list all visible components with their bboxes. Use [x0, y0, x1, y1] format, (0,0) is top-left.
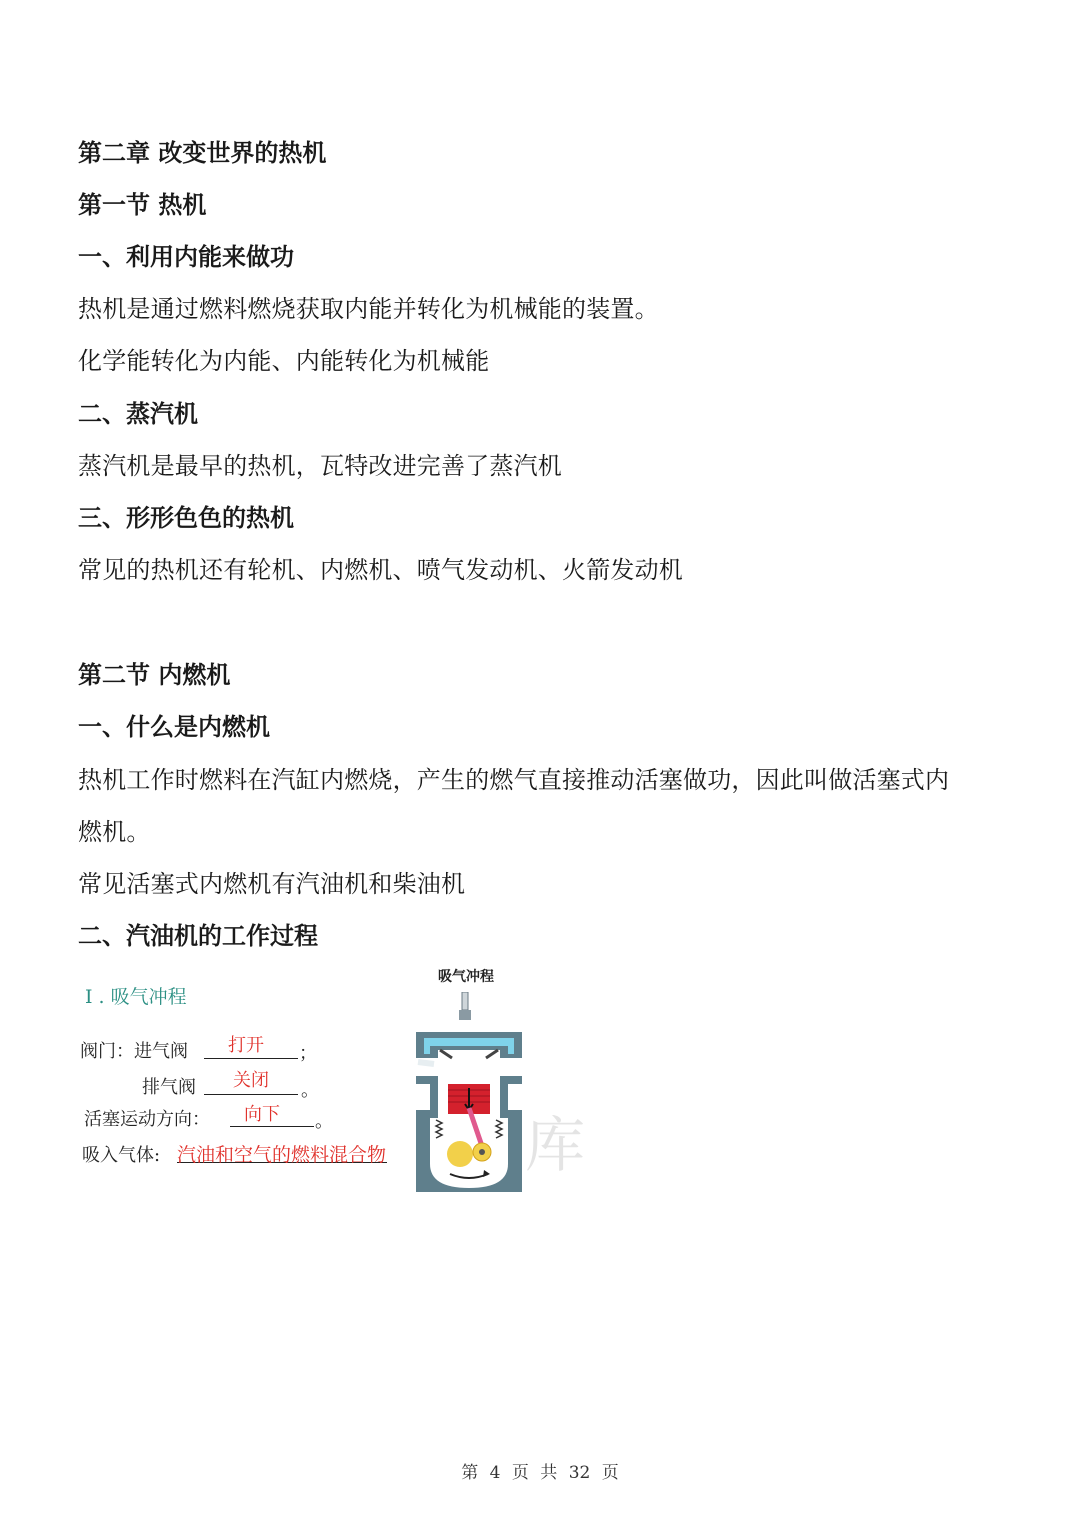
spark-plug-base [459, 1010, 471, 1020]
section1-part3-line1: 常见的热机还有轮机、内燃机、喷气发动机、火箭发动机 [78, 556, 683, 584]
piston-direction-answer: 向下 [244, 1104, 280, 1125]
exhaust-port [500, 1058, 522, 1076]
intake-flow [418, 1062, 434, 1064]
period-2: 。 [315, 1111, 333, 1132]
crank-counterweight [447, 1141, 473, 1167]
page-footer: 第 4 页 共 32 页 [461, 1463, 619, 1483]
intake-valve-label: 阀门：进气阀 [80, 1041, 188, 1062]
section1-part1-heading: 一、利用内能来做功 [78, 243, 294, 271]
chapter-title: 第二章 改变世界的热机 [78, 139, 327, 167]
intake-gas-answer: 汽油和空气的燃料混合物 [177, 1144, 387, 1166]
exhaust-valve-label: 排气阀 [142, 1077, 196, 1098]
spark-plug-icon [462, 992, 468, 1010]
intake-gas-label: 吸入气体: [82, 1145, 161, 1166]
section1-part1-line2: 化学能转化为内能、内能转化为机械能 [78, 347, 490, 375]
section2-part1-line2: 燃机。 [78, 818, 151, 846]
figure-title: I . 吸气冲程 [85, 986, 187, 1008]
section2-part2-heading: 二、汽油机的工作过程 [78, 922, 318, 950]
period-1: 。 [301, 1080, 319, 1101]
watermark: 库 [525, 1111, 585, 1181]
exhaust-valve-answer: 关闭 [233, 1070, 269, 1091]
section2-part1-line1: 热机工作时燃料在汽缸内燃烧，产生的燃气直接推动活塞做功，因此叫做活塞式内 [78, 766, 950, 794]
section1-part2-line1: 蒸汽机是最早的热机，瓦特改进完善了蒸汽机 [78, 452, 562, 480]
section2-part1-heading: 一、什么是内燃机 [78, 713, 270, 741]
engine-cylinder-illustration [410, 992, 528, 1192]
section2-title: 第二节 内燃机 [78, 661, 231, 689]
section1-part2-heading: 二、蒸汽机 [78, 400, 198, 428]
intake-valve-answer: 打开 [228, 1035, 264, 1056]
section2-part1-line3: 常见活塞式内燃机有汽油机和柴油机 [78, 870, 466, 898]
engine-caption: 吸气冲程 [438, 969, 494, 985]
section1-part1-line1: 热机是通过燃料燃烧获取内能并转化为机械能的装置。 [78, 295, 659, 323]
piston-direction-label: 活塞运动方向： [84, 1109, 210, 1130]
semicolon: ； [299, 1043, 317, 1064]
section1-title: 第一节 热机 [78, 191, 207, 219]
crank-pin [479, 1149, 485, 1155]
section1-part3-heading: 三、形形色色的热机 [78, 504, 294, 532]
